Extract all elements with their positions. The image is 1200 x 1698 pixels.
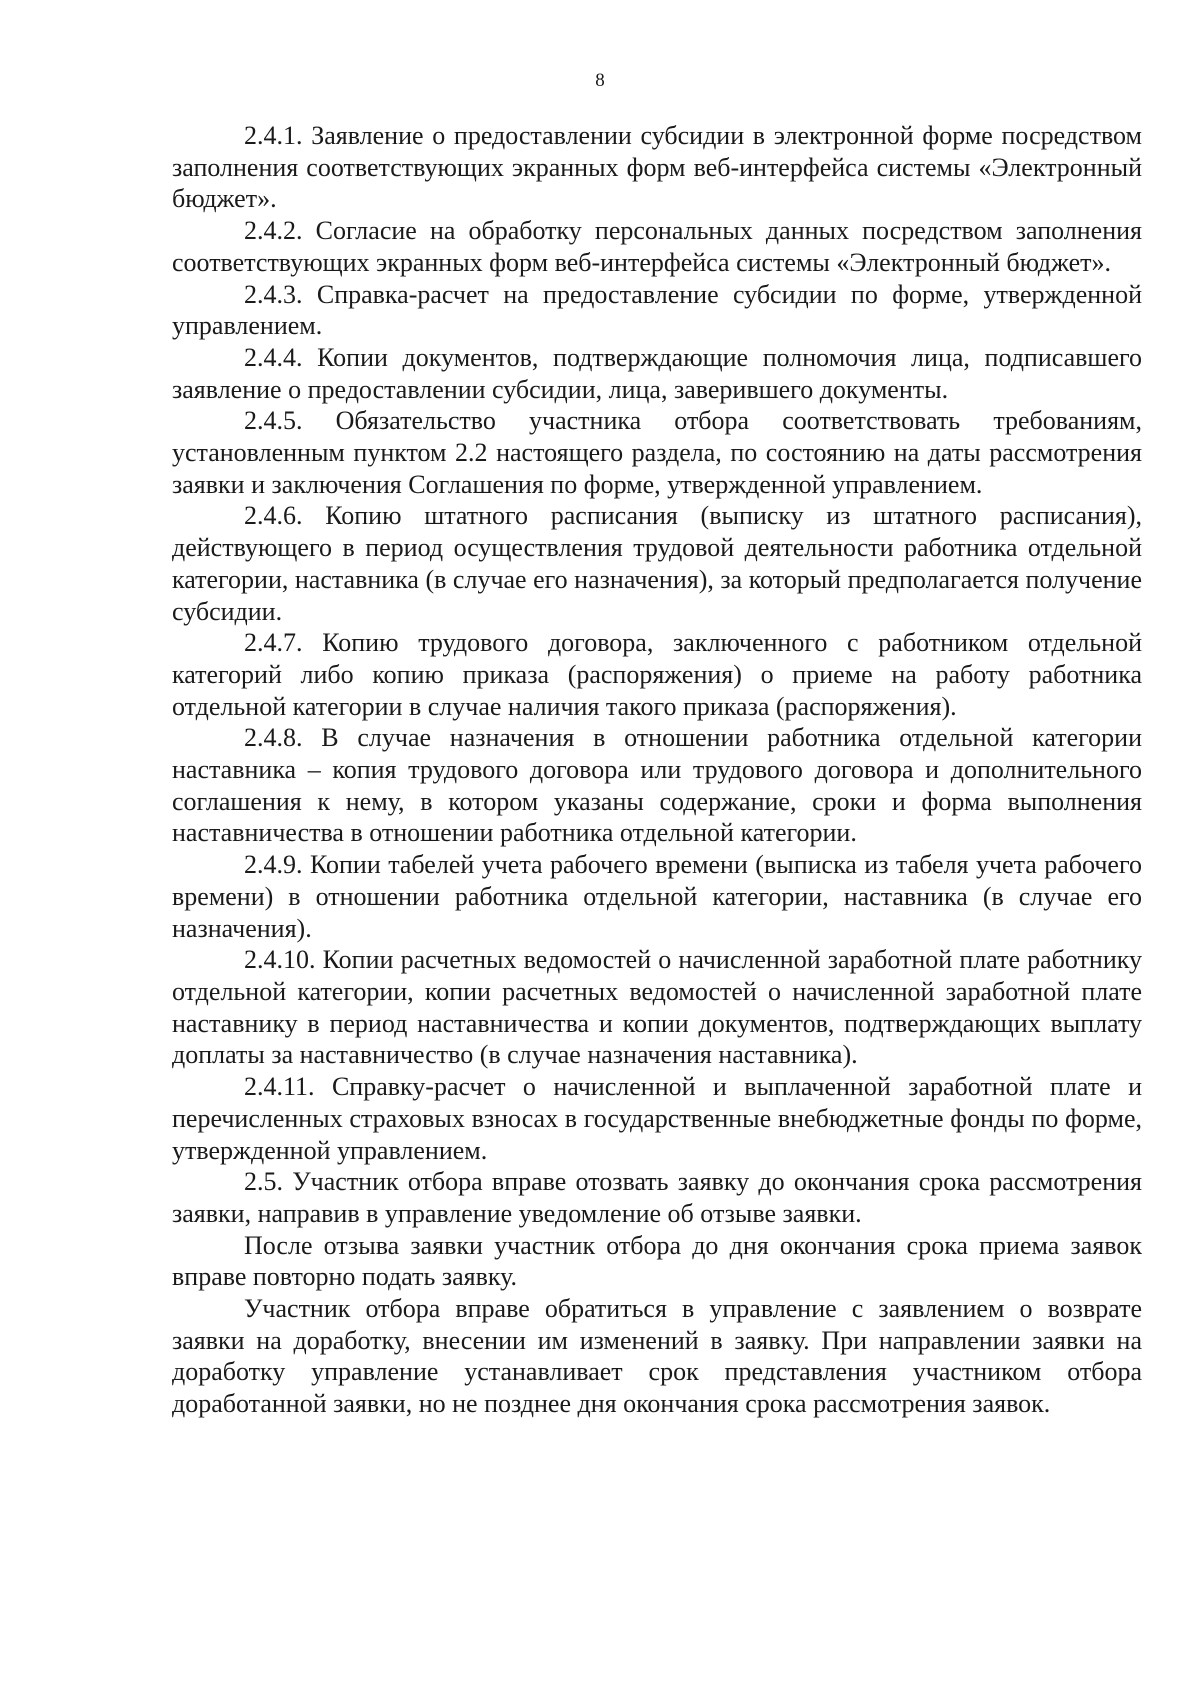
paragraph-2-4-9: 2.4.9. Копии табелей учета рабочего времени (выписка из табеля учета рабочего времени) в отношении работника отдельной категории, наставника (в случае его назначения). [172, 850, 1142, 943]
paragraph-2-4-5: 2.4.5. Обязательство участника отбора соответствовать требованиям, установленным пунктом 2.2 настоящего раздела, по состоянию на даты рассмотрения заявки и заключения Соглашения по форме, утвержденной управлением. [172, 406, 1142, 499]
paragraph-2-4-11: 2.4.11. Справку-расчет о начисленной и выплаченной заработной плате и перечисленных страховых взносах в государственные внебюджетные фонды по форме, утвержденной управлением. [172, 1072, 1142, 1165]
paragraph-2-4-2: 2.4.2. Согласие на обработку персональных данных посредством заполнения соответствующих экранных форм веб-интерфейса системы «Электронный бюджет». [172, 216, 1142, 277]
paragraph-2-5: 2.5. Участник отбора вправе отозвать заявку до окончания срока рассмотрения заявки, направив в управление уведомление об отзыве заявки. [172, 1167, 1142, 1228]
paragraph-2-4-10: 2.4.10. Копии расчетных ведомостей о начисленной заработной плате работнику отдельной категории, копии расчетных ведомостей о начисленной заработной плате наставнику в период наставничества и копии документов, подтверждающих выплату доплаты за наставничество (в случае назначения наставника). [172, 945, 1142, 1070]
page-number: 8 [595, 70, 605, 91]
document-body [172, 120, 1142, 1420]
paragraph-2-4-6: 2.4.6. Копию штатного расписания (выписку из штатного расписания), действующего в период осуществления трудовой деятельности работника отдельной категории, наставника (в случае его назначения), за который предполагается получение субсидии. [172, 501, 1142, 626]
paragraph-revision: Участник отбора вправе обратиться в управление с заявлением о возврате заявки на доработку, внесении им изменений в заявку. При направлении заявки на доработку управление устанавливает срок представления участником отбора доработанной заявки, но не позднее дня окончания срока рассмотрения заявок. [172, 1294, 1142, 1419]
paragraph-2-4-1: 2.4.1. Заявление о предоставлении субсидии в электронной форме посредством заполнения соответствующих экранных форм веб-интерфейса системы «Электронный бюджет». [172, 121, 1142, 214]
paragraph-2-4-3: 2.4.3. Справка-расчет на предоставление субсидии по форме, утвержденной управлением. [172, 279, 1142, 341]
paragraph-withdrawal: После отзыва заявки участник отбора до дня окончания срока приема заявок вправе повторно подать заявку. [172, 1230, 1142, 1292]
paragraph-2-4-7: 2.4.7. Копию трудового договора, заключенного с работником отдельной категорий либо копию приказа (распоряжения) о приеме на работу работника отдельной категории в случае наличия такого приказа (распоряжения). [172, 628, 1142, 721]
paragraph-2-4-4: 2.4.4. Копии документов, подтверждающие полномочия лица, подписавшего заявление о предоставлении субсидии, лица, заверившего документы. [172, 342, 1142, 404]
paragraph-2-4-8: 2.4.8. В случае назначения в отношении работника отдельной категории наставника – копия трудового договора или трудового договора и дополнительного соглашения к нему, в котором указаны содержание, сроки и форма выполнения наставничества в отношении работника отдельной категории. [172, 723, 1142, 848]
